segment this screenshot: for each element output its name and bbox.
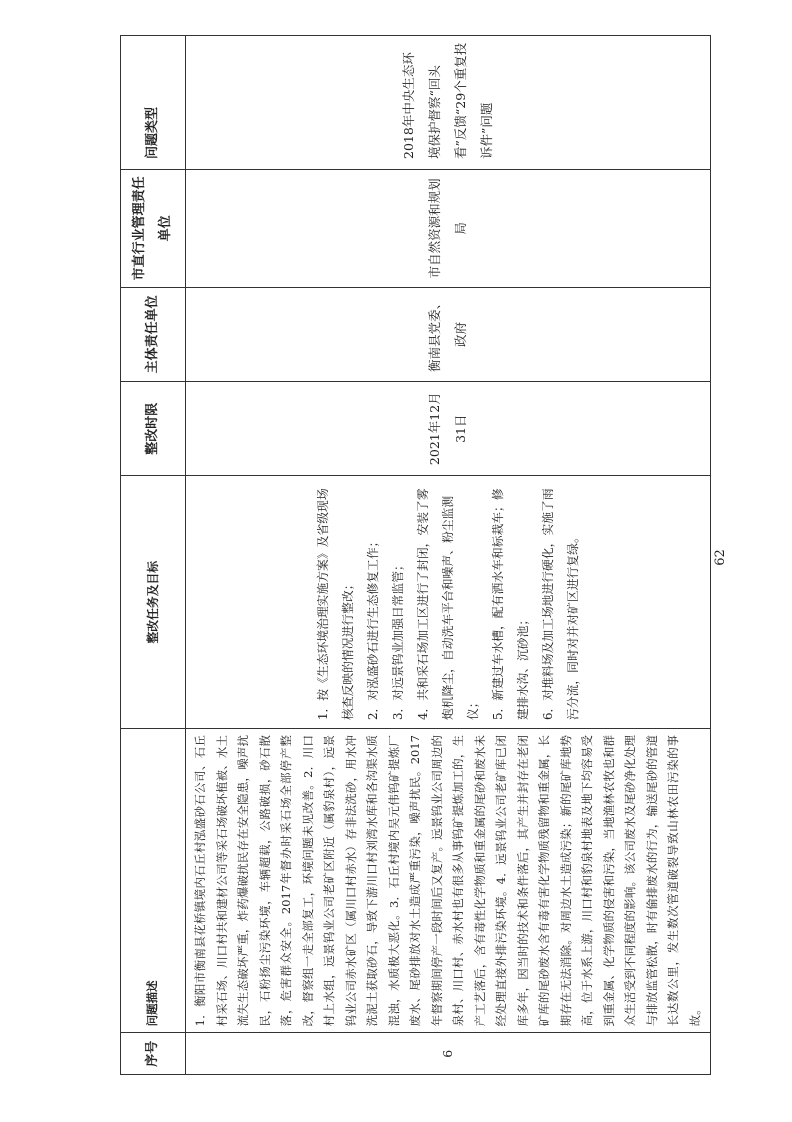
- header-deadline: 整改时限: [121, 382, 186, 476]
- task-item: 2．对泓盛砂石进行生态修复工作；: [365, 535, 380, 721]
- task-item: 3．对远景钨业加强日常监管；: [390, 559, 405, 721]
- header-no: 序号: [121, 1033, 186, 1075]
- header-description: 问题描述: [121, 729, 186, 1033]
- row-deadline: 2021年12月31日: [186, 382, 711, 476]
- table-row: [186, 36, 711, 1075]
- row-type: 2018年中央生态环境保护督察“回头看”反馈“29个重复投诉件”问题: [186, 36, 711, 170]
- row-dept-unit: 市自然资源和规划局: [186, 169, 711, 287]
- task-item: 6．对堆料场及加工场地进行硬化，实施了雨污分流，同时对并对矿区进行复绿。: [540, 488, 580, 721]
- row-tasks: [186, 476, 711, 729]
- rectification-table: [120, 35, 711, 1075]
- row-main-unit: 衡南县党委、政府: [186, 287, 711, 381]
- page-number: 62: [712, 549, 728, 566]
- row-no: 6: [186, 1033, 711, 1075]
- row-description: 1．衡阳市衡南县花桥镇境内石丘村泓盛砂石公司、石丘村采石场、川口村共和建材公司等采石场破坏植被、水土流失生态破坏严重，炸药爆破扰民存在安全隐患，噪声扰民，石粉扬尘污染环境，车辆超载，公路破损，砂石散落，危害群众安全。2017年督办时采石场全部停产整改，督察组一走全部复工，环境问题未见改善。2．川口村上水组，远景钨业公司老矿区附近（属豹泉村），远景钨业公司赤水矿区（属川口村赤水）存非法洗砂，用水冲洗泥土获取砂石，导致下游川口村刘湾水库和各沟渠水质混浊，水质极大恶化。3．石丘村境内吴元伟钨矿提炼厂废水、尾砂排放对水土造成严重污染，噪声扰民。2017年督察期间停产一段时间后又复产。远景钨业公司周边的泉村、川口村、赤水村也有很多从事钨矿提炼加工的，生产工艺落后，含有毒性化学物质和重金属的尾砂和废水未经处理直接外排污染环境。4．远景钨业公司老矿库已闭库多年，因当时的技术和条件落后，其产生并封存在老闭矿库的尾砂废水含有毒有害化学物质残留物和重金属，长期存在无法消除。对周边水土造成污染；新的尾矿库地势高，位于水系上游，川口村和豹泉村地表及地下均容易受到重金属、化学物质的侵害和污染，当地渔林农牧也和群众生活受到不同程度的影响。该公司废水及尾砂净化处理与排放监管松散，时有偷排废水的行为，输送尾砂的管道长达数公里，发生数次管道破裂导致山林农田污染的事故。: [186, 729, 711, 1033]
- header-tasks: 整改任务及目标: [121, 476, 186, 729]
- header-dept-unit: 市直行业管理责任单位: [121, 169, 186, 287]
- header-type: 问题类型: [121, 36, 186, 170]
- task-item: 5．新建过车水槽，配有洒水车和标栽车；修建排水沟、沉砂池；: [490, 488, 530, 721]
- table-header-row: [121, 36, 186, 1075]
- header-main-unit: 主体责任单位: [121, 287, 186, 381]
- rotated-page-frame: [120, 35, 702, 1075]
- task-item: 4．共和采石场加工区进行了封闭，安装了雾炮机降尘，自动洗车平台和噪声、粉尘监测仪；: [415, 488, 480, 721]
- task-item: 1．按《生态环境治理实施方案》及省级现场核查反映的情况进行整改；: [315, 488, 355, 721]
